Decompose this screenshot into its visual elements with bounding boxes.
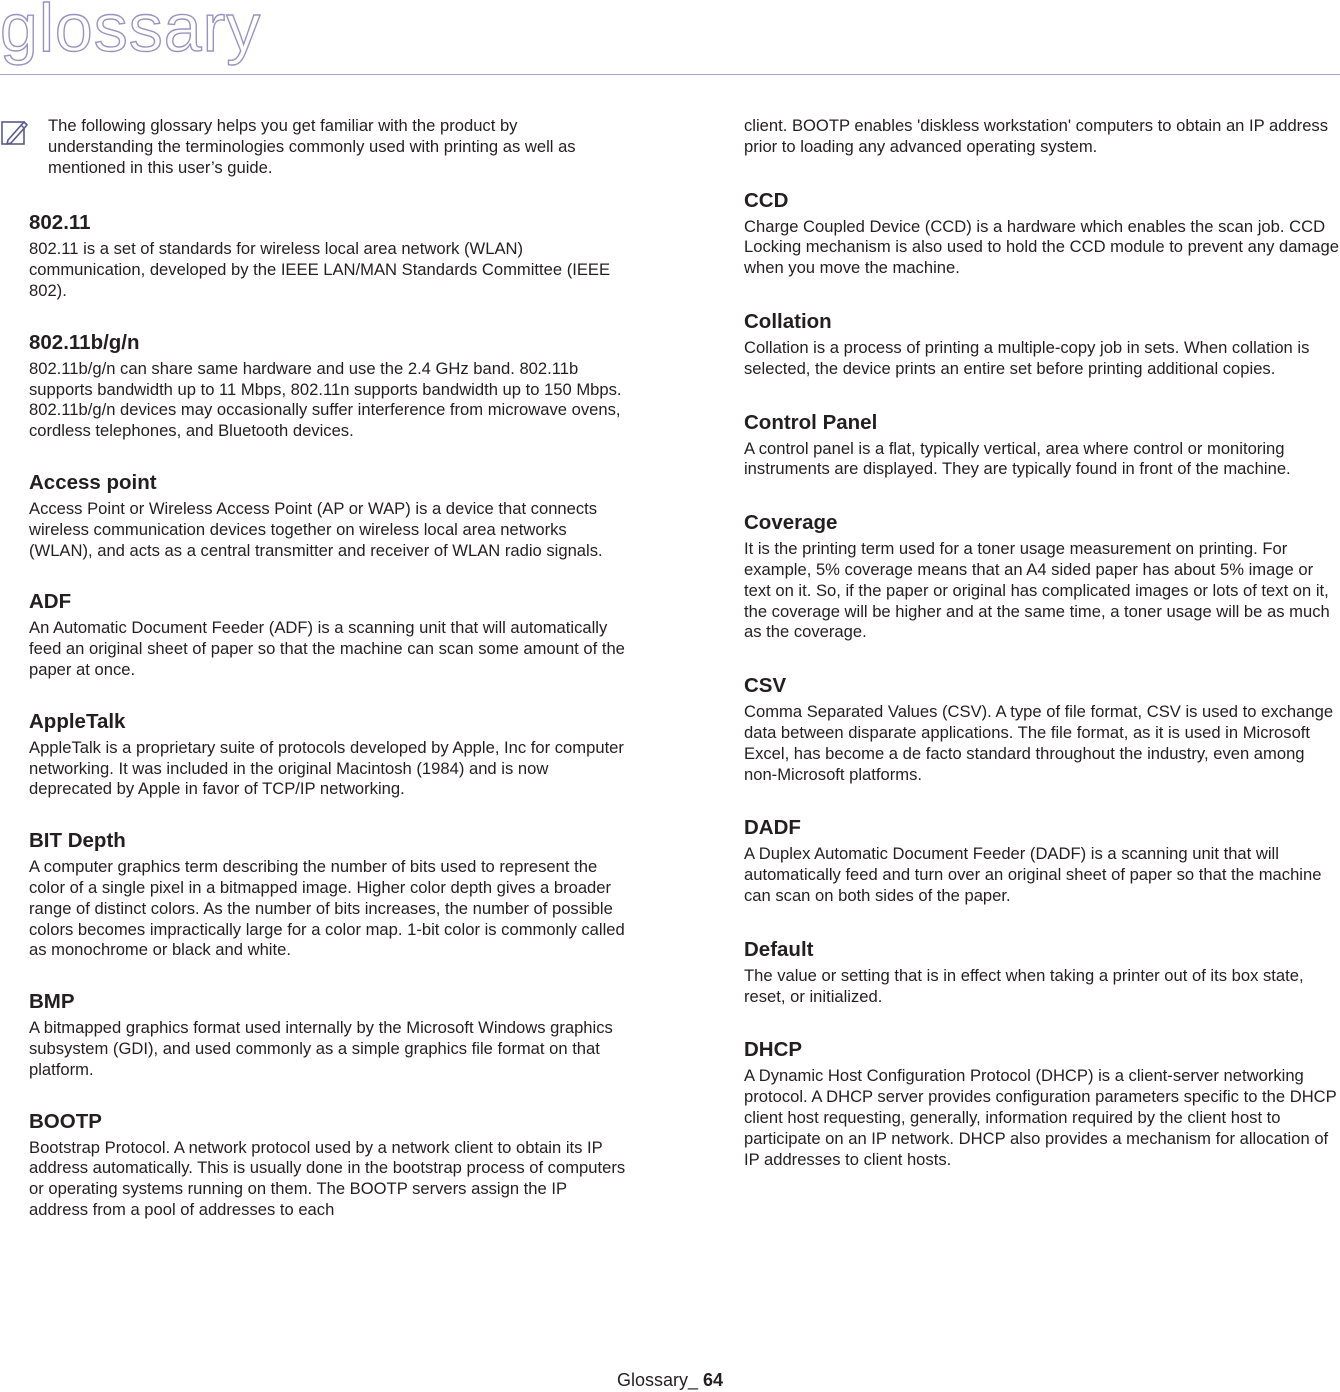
pencil-note-icon [0,118,30,148]
glossary-term: DHCP [744,1038,803,1062]
glossary-definition: Bootstrap Protocol. A network protocol used by a network client to obtain its IP address automatically. This is usually done in the bootstrap process of computers or operating systems running on them. The BOOTP servers assign the IP address from a pool of addresses to each [29,1137,626,1219]
glossary-term: CSV [744,674,787,698]
glossary-term: Default [744,937,814,961]
right-column [744,116,1340,1201]
glossary-definition: A bitmapped graphics format used internally by the Microsoft Windows graphics subsystem (GDI), and used commonly as a simple graphics file format on that platform. [29,1018,613,1079]
glossary-definition: A computer graphics term describing the number of bits used to represent the color of a single pixel in a bitmapped image. Higher color depth gives a broader range of distinct colors. As the number of bits increases, the number of possible colors becomes impractically large for a color map. 1-bit color is commonly called as monochrome or black and white. [29,857,625,960]
glossary-term: DADF [744,816,801,840]
glossary-term: ADF [29,590,72,614]
glossary-term: Collation [744,309,832,333]
page-number: 64 [703,1370,724,1390]
glossary-definition: Collation is a process of printing a multiple-copy job in sets. When collation is selected, the device prints an entire set before printing additional copies. [744,337,1310,378]
glossary-definition: A control panel is a flat, typically vertical, area where control or monitoring instruments are displayed. They are typically found in front of the machine. [744,438,1291,479]
glossary-definition: A Duplex Automatic Document Feeder (DADF) is a scanning unit that will automatically feed and turn over an original sheet of paper so that the machine can scan on both sides of the paper. [744,844,1322,905]
glossary-term: 802.11 [29,211,91,235]
left-column [29,116,626,1250]
glossary-definition: AppleTalk is a proprietary suite of protocols developed by Apple, Inc for computer networking. It was included in the original Macintosh (1984) and is now deprecated by Apple in favor of TCP/IP networking. [29,737,624,799]
glossary-term: BIT Depth [29,829,126,853]
title-divider [0,74,1340,75]
glossary-term: BMP [29,990,75,1014]
glossary-entry [744,189,1340,279]
glossary-entry [29,710,626,800]
glossary-term: Control Panel [744,410,878,434]
page-title: glossary [0,0,262,66]
note-box [29,116,626,178]
glossary-entry [29,590,626,680]
glossary-entry [29,829,626,961]
glossary-definition: Charge Coupled Device (CCD) is a hardware which enables the scan job. CCD Locking mechanism is also used to hold the CCD module to prevent any damage when you move the machine. [744,216,1339,278]
glossary-term: Coverage [744,511,838,535]
glossary-entry [29,990,626,1080]
glossary-definition: It is the printing term used for a toner usage measurement on printing. For example, 5% coverage means that an A4 sided paper has about 5% image or text on it. So, if the paper or original has complicated images or lots of text on it, the coverage will be higher and at the same time, a toner usage will be as much as the coverage. [744,539,1330,642]
glossary-entry [744,310,1340,380]
glossary-definition: A Dynamic Host Configuration Protocol (DHCP) is a client-server networking protocol. A DHCP server provides configuration parameters specific to the DHCP client host requesting, generally, information required by the client host to participate on an IP network. DHCP also provides a mechanism for allocation of IP addresses to client hosts. [744,1066,1337,1169]
glossary-entry [744,816,1340,906]
glossary-term: AppleTalk [29,709,126,733]
glossary-definition-continued: client. BOOTP enables 'diskless workstation' computers to obtain an IP address prior to loading any advanced operating system. [744,116,1329,156]
glossary-entry [29,211,626,301]
glossary-definition: An Automatic Document Feeder (ADF) is a scanning unit that will automatically feed an original sheet of paper so that the machine can scan some amount of the paper at once. [29,618,625,679]
glossary-entry [744,1038,1340,1170]
glossary-entry [744,411,1340,481]
glossary-entry [29,471,626,561]
page-footer [0,1368,1340,1392]
footer-label: Glossary_ [616,1370,698,1390]
glossary-entry [744,674,1340,785]
glossary-term: BOOTP [29,1109,102,1133]
glossary-term: Access point [29,470,157,494]
glossary-term: CCD [744,188,789,212]
glossary-definition: The value or setting that is in effect when taking a printer out of its box state, reset, or initialized. [744,965,1304,1006]
glossary-entry [29,1110,626,1221]
glossary-entry [744,511,1340,643]
glossary-definition: 802.11b/g/n can share same hardware and use the 2.4 GHz band. 802.11b supports bandwidth up to 11 Mbps, 802.11n supports bandwidth up to 150 Mbps. 802.11b/g/n devices may occasionally suffer interference from microwave ovens, cordless telephones, and Bluetooth devices. [29,358,622,441]
glossary-definition: Access Point or Wireless Access Point (AP or WAP) is a device that connects wireless communication devices together on wireless local area networks (WLAN), and acts as a central transmitter and receiver of WLAN radio signals. [29,498,603,560]
glossary-entry [29,331,626,442]
glossary-entry [744,938,1340,1008]
glossary-definition: 802.11 is a set of standards for wireless local area network (WLAN) communication, developed by the IEEE LAN/MAN Standards Committee (IEEE 802). [29,239,611,300]
glossary-term: 802.11b/g/n [29,330,140,354]
glossary-definition: Comma Separated Values (CSV). A type of file format, CSV is used to exchange data between disparate applications. The file format, as it is used in Microsoft Excel, has become a de facto standard throughout the industry, even among non-Microsoft platforms. [744,702,1334,784]
note-text: The following glossary helps you get familiar with the product by understanding the terminologies commonly used with printing as well as mentioned in this user’s guide. [48,116,576,177]
